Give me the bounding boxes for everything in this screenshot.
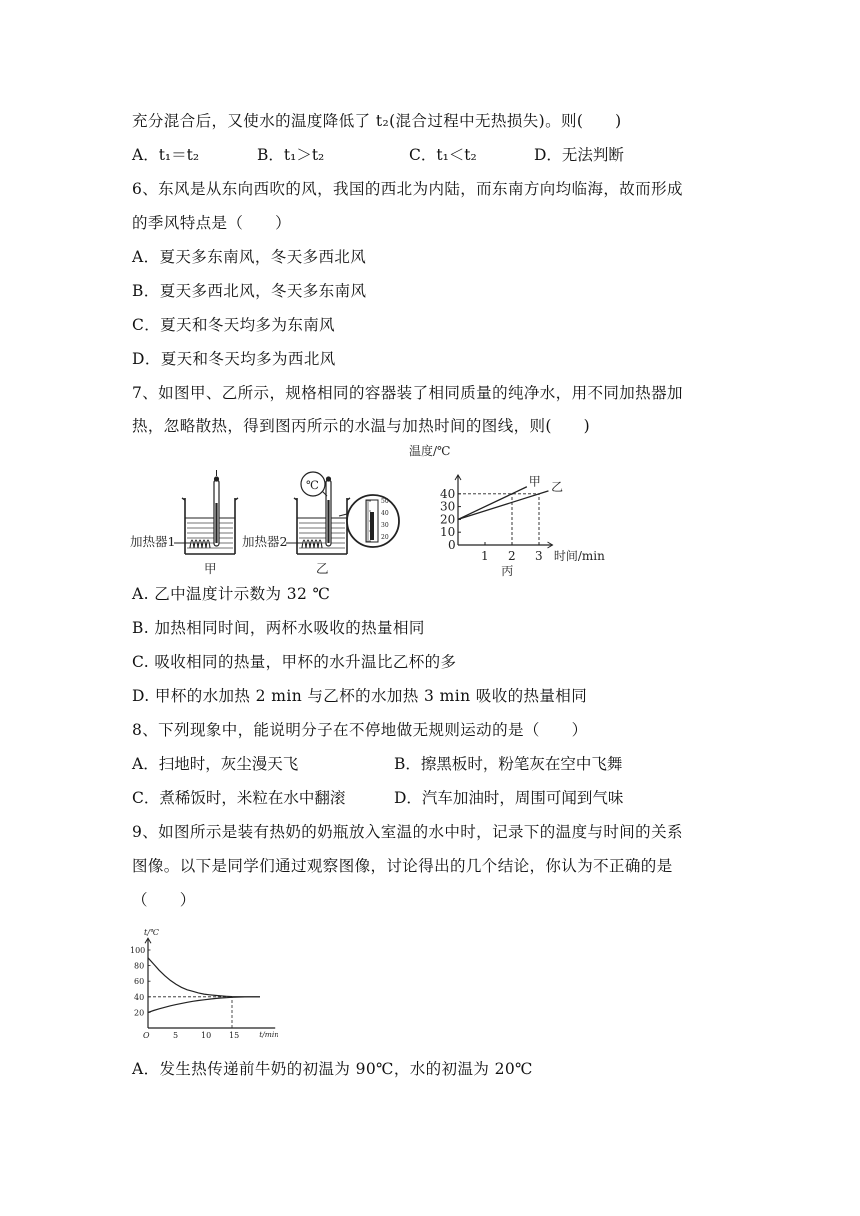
x-tick-label-5: 5 [173, 1031, 179, 1040]
heater1-label: 加热器1 [130, 534, 176, 549]
x-tick-label-15: 15 [229, 1031, 240, 1040]
beaker-jia-label: 甲 [204, 561, 217, 576]
y-tick-label-20: 20 [440, 512, 456, 527]
q5-option-b: B．t₁＞t₂ [257, 146, 325, 164]
x-tick-label-2: 2 [508, 549, 516, 563]
milk-temperature-curve [148, 958, 260, 997]
q8-options-row2 [132, 787, 692, 809]
q7-stem-line2: 热，忽略散热，得到图丙所示的水温与加热时间的图线，则( ) [132, 417, 591, 435]
x-tick-label-10: 10 [201, 1031, 212, 1040]
thermo-tick-50: 50 [381, 498, 389, 505]
q8-option-c: C．煮稀饭时，米粒在水中翻滚 [132, 789, 346, 807]
y-tick-label-10: 10 [440, 525, 456, 540]
series-line-jia [458, 487, 527, 520]
q7-option-d: D. 甲杯的水加热 2 min 与乙杯的水加热 3 min 吸收的热量相同 [132, 687, 588, 705]
y-tick-label-60: 60 [134, 977, 145, 987]
milk-water-temperature-chart [128, 925, 278, 1047]
y-tick-label-20: 20 [134, 1008, 145, 1018]
q5-options [132, 144, 692, 166]
q8-option-d: D．汽车加油时，周围可闻到气味 [394, 789, 624, 807]
q5-stem: 充分混合后，又使水的温度降低了 t₂(混合过程中无热损失)。则( ) [132, 112, 622, 130]
q9-stem-line3: （ ） [132, 891, 196, 909]
series-line-yi [458, 491, 548, 520]
q5-option-c: C．t₁＜t₂ [409, 146, 477, 164]
q5-option-d: D．无法判断 [534, 146, 624, 164]
q6-option-c: C．夏天和冬天均多为东南风 [132, 316, 336, 334]
q7-option-a: A. 乙中温度计示数为 32 ℃ [132, 585, 331, 603]
q9-stem-line2: 图像。以下是同学们通过观察图像，讨论得出的几个结论，你认为不正确的是 [132, 857, 673, 875]
y-tick-label-40: 40 [440, 486, 456, 501]
beaker-jia [174, 470, 238, 554]
y-tick-label-80: 80 [134, 961, 145, 971]
thermo-tick-40: 40 [381, 510, 389, 517]
q9-chart [128, 925, 278, 1047]
q5-option-a: A．t₁＝t₂ [132, 146, 200, 164]
celsius-bubble-label: ℃ [306, 478, 319, 492]
water-temperature-curve [148, 997, 260, 1013]
x-tick-label-3: 3 [535, 549, 543, 563]
q6-option-d: D．夏天和冬天均多为西北风 [132, 350, 336, 368]
x-tick-label-0: 0 [448, 538, 456, 552]
q7-option-b: B. 加热相同时间，两杯水吸收的热量相同 [132, 619, 425, 637]
q6-stem-line2: 的季风特点是（ ） [132, 214, 292, 232]
temperature-time-chart [405, 440, 615, 580]
q6-option-b: B．夏天多西北风，冬天多东南风 [132, 282, 367, 300]
y-tick-label-40: 40 [134, 992, 145, 1002]
q7-option-c: C. 吸收相同的热量，甲杯的水升温比乙杯的多 [132, 653, 457, 671]
y-axis-title: t/℃ [144, 928, 159, 937]
x-axis-title: 时间/min [553, 549, 605, 563]
q8-options-row1 [132, 753, 692, 775]
x-tick-label-1: 1 [481, 549, 489, 563]
q7-stem-line1: 7、如图甲、乙所示，规格相同的容器装了相同质量的纯净水，用不同加热器加 [132, 384, 683, 402]
y-axis-title: 温度/℃ [409, 444, 451, 458]
q8-stem: 8、下列现象中，能说明分子在不停地做无规则运动的是（ ） [132, 721, 588, 739]
q6-stem-line1: 6、东风是从东向西吹的风，我国的西北为内陆，而东南方向均临海，故而形成 [132, 180, 683, 198]
magnified-thermometer [339, 495, 399, 547]
thermo-tick-20: 20 [381, 534, 389, 541]
q9-option-a: A．发生热传递前牛奶的初温为 90℃，水的初温为 20℃ [132, 1060, 533, 1078]
beaker-yi-label: 乙 [316, 561, 329, 576]
q8-option-a: A．扫地时，灰尘漫天飞 [132, 755, 299, 773]
q8-option-b: B．擦黑板时，粉笔灰在空中飞舞 [394, 755, 623, 773]
series-label-jia: 甲 [528, 474, 541, 489]
x-tick-label-O: O [143, 1031, 150, 1040]
q7-apparatus-figure [130, 448, 420, 578]
q9-stem-line1: 9、如图所示是装有热奶的奶瓶放入室温的水中时，记录下的温度与时间的关系 [132, 823, 683, 841]
y-tick-label-100: 100 [130, 946, 146, 955]
q7-chart-bing [405, 440, 615, 580]
thermo-tick-30: 30 [381, 522, 389, 529]
series-label-yi: 乙 [551, 480, 564, 495]
x-axis-title: t/min [259, 1030, 278, 1039]
chart-caption-bing: 丙 [501, 564, 514, 578]
y-tick-label-30: 30 [440, 499, 456, 514]
heater2-label: 加热器2 [242, 534, 288, 549]
q6-option-a: A．夏天多东南风，冬天多西北风 [132, 248, 367, 266]
